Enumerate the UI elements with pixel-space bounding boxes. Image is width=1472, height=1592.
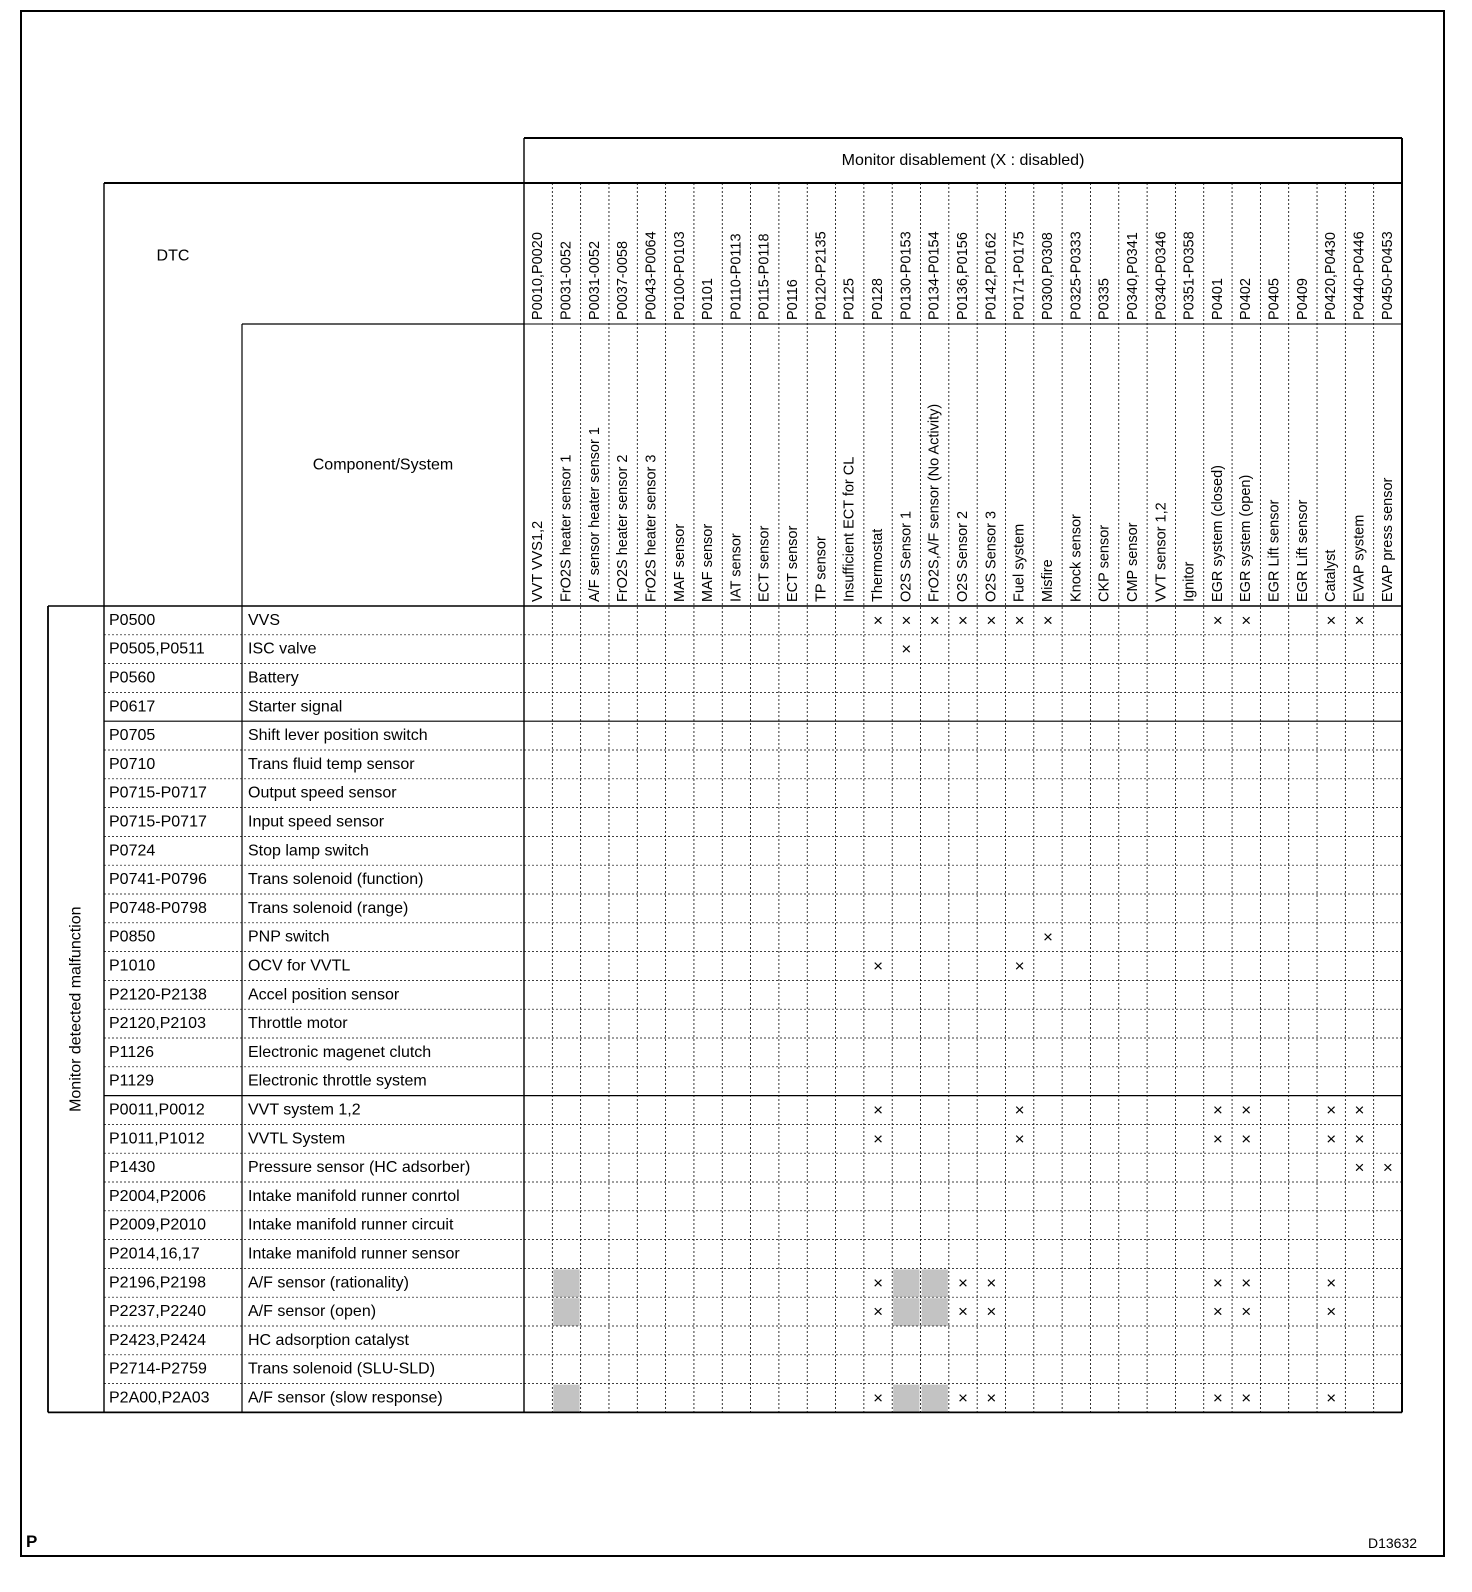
component-name: VVT system 1,2 bbox=[248, 1101, 361, 1119]
dtc-code: P2014,16,17 bbox=[109, 1245, 200, 1263]
disabled-mark: × bbox=[1326, 610, 1337, 630]
component-name: A/F sensor (rationality) bbox=[248, 1274, 409, 1292]
monitor-name: FrO2S heater sensor 3 bbox=[643, 454, 660, 602]
disabled-mark: × bbox=[958, 1302, 968, 1322]
component-name: Input speed sensor bbox=[248, 813, 385, 831]
monitor-code: P0420,P0430 bbox=[1323, 232, 1340, 320]
dtc-code: P2120-P2138 bbox=[109, 986, 207, 1004]
shaded-cell bbox=[922, 1385, 948, 1413]
component-name: OCV for VVTL bbox=[248, 957, 351, 975]
monitor-name: ECT sensor bbox=[756, 525, 773, 602]
monitor-name: EGR system (closed) bbox=[1209, 465, 1226, 602]
disabled-mark: × bbox=[1212, 1100, 1223, 1120]
dtc-code: P1010 bbox=[109, 957, 156, 975]
disabled-mark: × bbox=[1042, 927, 1053, 947]
shaded-cell bbox=[893, 1269, 919, 1297]
disabled-mark: × bbox=[1241, 610, 1252, 630]
monitor-code: P0125 bbox=[841, 278, 858, 320]
monitor-name: FrO2S,A/F sensor (No Activity) bbox=[926, 403, 943, 602]
disabled-mark: × bbox=[1326, 1302, 1337, 1322]
monitor-code: P0037-0058 bbox=[615, 240, 632, 320]
dtc-header: DTC bbox=[156, 247, 190, 265]
monitor-code: P0402 bbox=[1238, 278, 1255, 320]
component-name: Stop lamp switch bbox=[248, 842, 369, 860]
monitor-name: Ignitor bbox=[1181, 561, 1198, 602]
monitor-name: ECT sensor bbox=[785, 525, 802, 602]
disabled-mark: × bbox=[873, 1129, 884, 1149]
component-name: Throttle motor bbox=[248, 1015, 348, 1033]
disabled-mark: × bbox=[1014, 1129, 1025, 1149]
shaded-cell bbox=[553, 1298, 579, 1326]
dtc-code: P0715-P0717 bbox=[109, 813, 207, 831]
disabled-mark: × bbox=[986, 610, 997, 630]
monitor-name: MAF sensor bbox=[700, 523, 717, 602]
disabled-mark: × bbox=[1212, 1388, 1223, 1408]
monitor-code: P0043-P0064 bbox=[643, 231, 660, 320]
monitor-code: P0115-P0118 bbox=[756, 233, 773, 320]
monitor-name: EGR Lift sensor bbox=[1294, 499, 1311, 602]
dtc-code: P0705 bbox=[109, 727, 156, 745]
dtc-code: P2423,P2424 bbox=[109, 1331, 206, 1349]
dtc-code: P2196,P2198 bbox=[109, 1274, 206, 1292]
monitor-code: P0134-P0154 bbox=[926, 231, 943, 320]
shaded-cell bbox=[922, 1269, 948, 1297]
monitor-name: Fuel system bbox=[1011, 523, 1028, 602]
monitor-code: P0136,P0156 bbox=[955, 232, 971, 320]
disablement-title: Monitor disablement (X : disabled) bbox=[841, 152, 1085, 169]
monitor-name: Catalyst bbox=[1323, 549, 1340, 602]
figure-id: D13632 bbox=[1368, 1535, 1418, 1551]
monitor-code: P0031-0052 bbox=[558, 240, 575, 320]
monitor-code: P0010,P0020 bbox=[530, 232, 547, 320]
component-name: Output speed sensor bbox=[248, 784, 397, 802]
monitor-name: MAF sensor bbox=[671, 523, 688, 602]
component-name: Shift lever position switch bbox=[248, 727, 428, 745]
dtc-code: P2004,P2006 bbox=[109, 1187, 206, 1205]
component-name: Trans solenoid (range) bbox=[248, 899, 409, 917]
monitor-code: P0142,P0162 bbox=[983, 232, 1000, 320]
monitor-code: P0101 bbox=[700, 278, 717, 320]
component-name: Electronic magenet clutch bbox=[248, 1043, 432, 1061]
disabled-mark: × bbox=[1382, 1158, 1393, 1178]
disabled-mark: × bbox=[958, 1388, 968, 1408]
component-name: VVS bbox=[248, 611, 281, 629]
component-name: HC adsorption catalyst bbox=[248, 1331, 409, 1349]
dtc-code: P0617 bbox=[109, 698, 156, 716]
component-name: Trans solenoid (function) bbox=[248, 871, 424, 889]
monitor-name: EVAP press sensor bbox=[1379, 477, 1396, 602]
disabled-mark: × bbox=[1241, 1388, 1252, 1408]
disabled-mark: × bbox=[1354, 1158, 1365, 1178]
monitor-code: P0409 bbox=[1294, 278, 1311, 320]
component-name: Accel position sensor bbox=[248, 986, 400, 1004]
dtc-code: P2714-P2759 bbox=[109, 1360, 207, 1378]
monitor-name: EVAP system bbox=[1351, 514, 1368, 602]
disabled-mark: × bbox=[901, 639, 912, 659]
monitor-code: P0340-P0346 bbox=[1153, 231, 1170, 320]
component-name: ISC valve bbox=[248, 640, 317, 658]
disabled-mark: × bbox=[1326, 1273, 1337, 1293]
dtc-code: P0500 bbox=[109, 611, 156, 629]
monitor-code: P0130-P0153 bbox=[898, 231, 915, 320]
corner-mark: P bbox=[26, 1532, 38, 1551]
component-name: Trans solenoid (SLU-SLD) bbox=[248, 1360, 436, 1378]
disabled-mark: × bbox=[986, 1388, 997, 1408]
disabled-mark: × bbox=[1326, 1100, 1337, 1120]
dtc-code: P0850 bbox=[109, 928, 156, 946]
monitor-name: EGR Lift sensor bbox=[1266, 499, 1283, 602]
monitor-name: FrO2S heater sensor 1 bbox=[558, 454, 575, 602]
monitor-code: P0100-P0103 bbox=[671, 231, 688, 320]
disabled-mark: × bbox=[986, 1273, 997, 1293]
component-name: A/F sensor (slow response) bbox=[248, 1389, 443, 1407]
component-name: Intake manifold runner sensor bbox=[248, 1245, 460, 1263]
disabled-mark: × bbox=[873, 1388, 884, 1408]
monitor-code: P0300,P0308 bbox=[1039, 232, 1056, 320]
monitor-name: Thermostat bbox=[870, 528, 887, 602]
dtc-code: P2120,P2103 bbox=[109, 1015, 206, 1033]
dtc-code: P1129 bbox=[109, 1072, 155, 1090]
monitor-code: P0128 bbox=[870, 278, 887, 320]
component-name: Intake manifold runner circuit bbox=[248, 1216, 454, 1234]
component-name: VVTL System bbox=[248, 1130, 346, 1148]
monitor-code: P0405 bbox=[1266, 278, 1283, 320]
dtc-code: P0505,P0511 bbox=[109, 640, 205, 658]
dtc-code: P2237,P2240 bbox=[109, 1303, 206, 1321]
component-name: Battery bbox=[248, 669, 299, 687]
disabled-mark: × bbox=[1241, 1273, 1252, 1293]
component-name: PNP switch bbox=[248, 928, 330, 946]
monitor-name: Insufficient ECT for CL bbox=[841, 456, 858, 602]
component-name: A/F sensor (open) bbox=[248, 1303, 377, 1321]
component-header: Component/System bbox=[312, 456, 454, 474]
disabled-mark: × bbox=[1326, 1388, 1337, 1408]
disabled-mark: × bbox=[1212, 1302, 1223, 1322]
disabled-mark: × bbox=[1014, 956, 1025, 976]
monitor-code: P0325-P0333 bbox=[1068, 231, 1085, 320]
monitor-name: FrO2S heater sensor 2 bbox=[615, 454, 632, 602]
dtc-code: P0710 bbox=[109, 755, 156, 773]
monitor-name: O2S Sensor 2 bbox=[955, 510, 971, 602]
monitor-name: A/F sensor heater sensor 1 bbox=[586, 427, 603, 602]
monitor-name: VVT VVS1,2 bbox=[530, 520, 547, 602]
monitor-code: P0120-P2135 bbox=[813, 231, 830, 320]
monitor-name: EGR system (open) bbox=[1238, 474, 1255, 602]
dtc-code: P1011,P1012 bbox=[109, 1130, 205, 1148]
dtc-code: P2009,P2010 bbox=[109, 1216, 206, 1234]
monitor-name: IAT sensor bbox=[728, 533, 745, 602]
monitor-name: O2S Sensor 1 bbox=[898, 510, 915, 602]
disabled-mark: × bbox=[1212, 1129, 1223, 1149]
monitor-name: CMP sensor bbox=[1124, 522, 1141, 602]
disabled-mark: × bbox=[1014, 610, 1025, 630]
monitor-code: P0110-P0113 bbox=[728, 233, 745, 320]
disabled-mark: × bbox=[1354, 610, 1365, 630]
dtc-code: P0560 bbox=[109, 669, 156, 687]
monitor-code: P0171-P0175 bbox=[1011, 231, 1028, 320]
component-name: Starter signal bbox=[248, 698, 343, 716]
dtc-code: P0715-P0717 bbox=[109, 784, 207, 802]
monitor-code: P0335 bbox=[1096, 278, 1113, 320]
disabled-mark: × bbox=[873, 1273, 884, 1293]
monitor-code: P0031-0052 bbox=[586, 240, 603, 320]
disabled-mark: × bbox=[873, 610, 884, 630]
monitor-code: P0351-P0358 bbox=[1181, 231, 1198, 320]
monitor-code: P0401 bbox=[1209, 278, 1226, 320]
component-name: Pressure sensor (HC adsorber) bbox=[248, 1159, 471, 1177]
dtc-code: P0741-P0796 bbox=[109, 871, 207, 889]
disabled-mark: × bbox=[958, 610, 968, 630]
monitor-code: P0116 bbox=[785, 279, 802, 320]
dtc-code: P2A00,P2A03 bbox=[109, 1389, 210, 1407]
dtc-code: P1126 bbox=[109, 1043, 155, 1061]
shaded-cell bbox=[893, 1385, 919, 1413]
disabled-mark: × bbox=[1354, 1100, 1365, 1120]
monitor-name: Knock sensor bbox=[1068, 514, 1085, 602]
disabled-mark: × bbox=[929, 610, 940, 630]
monitor-code: P0340,P0341 bbox=[1124, 232, 1141, 320]
monitor-code: P0450-P0453 bbox=[1379, 231, 1396, 320]
disabled-mark: × bbox=[958, 1273, 968, 1293]
disabled-mark: × bbox=[873, 1100, 884, 1120]
monitor-name: O2S Sensor 3 bbox=[983, 510, 1000, 602]
monitor-name: CKP sensor bbox=[1096, 524, 1113, 602]
monitor-name: TP sensor bbox=[813, 536, 830, 602]
dtc-code: P0724 bbox=[109, 842, 156, 860]
monitor-name: Misfire bbox=[1039, 559, 1056, 602]
disabled-mark: × bbox=[1042, 610, 1053, 630]
side-label: Monitor detected malfunction bbox=[67, 906, 85, 1112]
monitor-code: P0440-P0446 bbox=[1351, 231, 1368, 320]
shaded-cell bbox=[893, 1298, 919, 1326]
disabled-mark: × bbox=[1354, 1129, 1365, 1149]
disabled-mark: × bbox=[1326, 1129, 1337, 1149]
monitor-name: VVT sensor 1,2 bbox=[1153, 502, 1170, 602]
shaded-cell bbox=[553, 1269, 579, 1297]
disabled-mark: × bbox=[1241, 1100, 1252, 1120]
shaded-cell bbox=[922, 1298, 948, 1326]
disabled-mark: × bbox=[873, 1302, 884, 1322]
disabled-mark: × bbox=[1212, 610, 1223, 630]
disabled-mark: × bbox=[901, 610, 912, 630]
dtc-code: P1430 bbox=[109, 1159, 156, 1177]
dtc-code: P0011,P0012 bbox=[109, 1101, 205, 1119]
component-name: Trans fluid temp sensor bbox=[248, 755, 415, 773]
disabled-mark: × bbox=[1241, 1302, 1252, 1322]
component-name: Electronic throttle system bbox=[248, 1072, 427, 1090]
disabled-mark: × bbox=[1241, 1129, 1252, 1149]
disabled-mark: × bbox=[1212, 1273, 1223, 1293]
disabled-mark: × bbox=[986, 1302, 997, 1322]
shaded-cell bbox=[553, 1385, 579, 1413]
disabled-mark: × bbox=[1014, 1100, 1025, 1120]
disabled-mark: × bbox=[873, 956, 884, 976]
component-name: Intake manifold runner conrtol bbox=[248, 1187, 460, 1205]
dtc-code: P0748-P0798 bbox=[109, 899, 207, 917]
